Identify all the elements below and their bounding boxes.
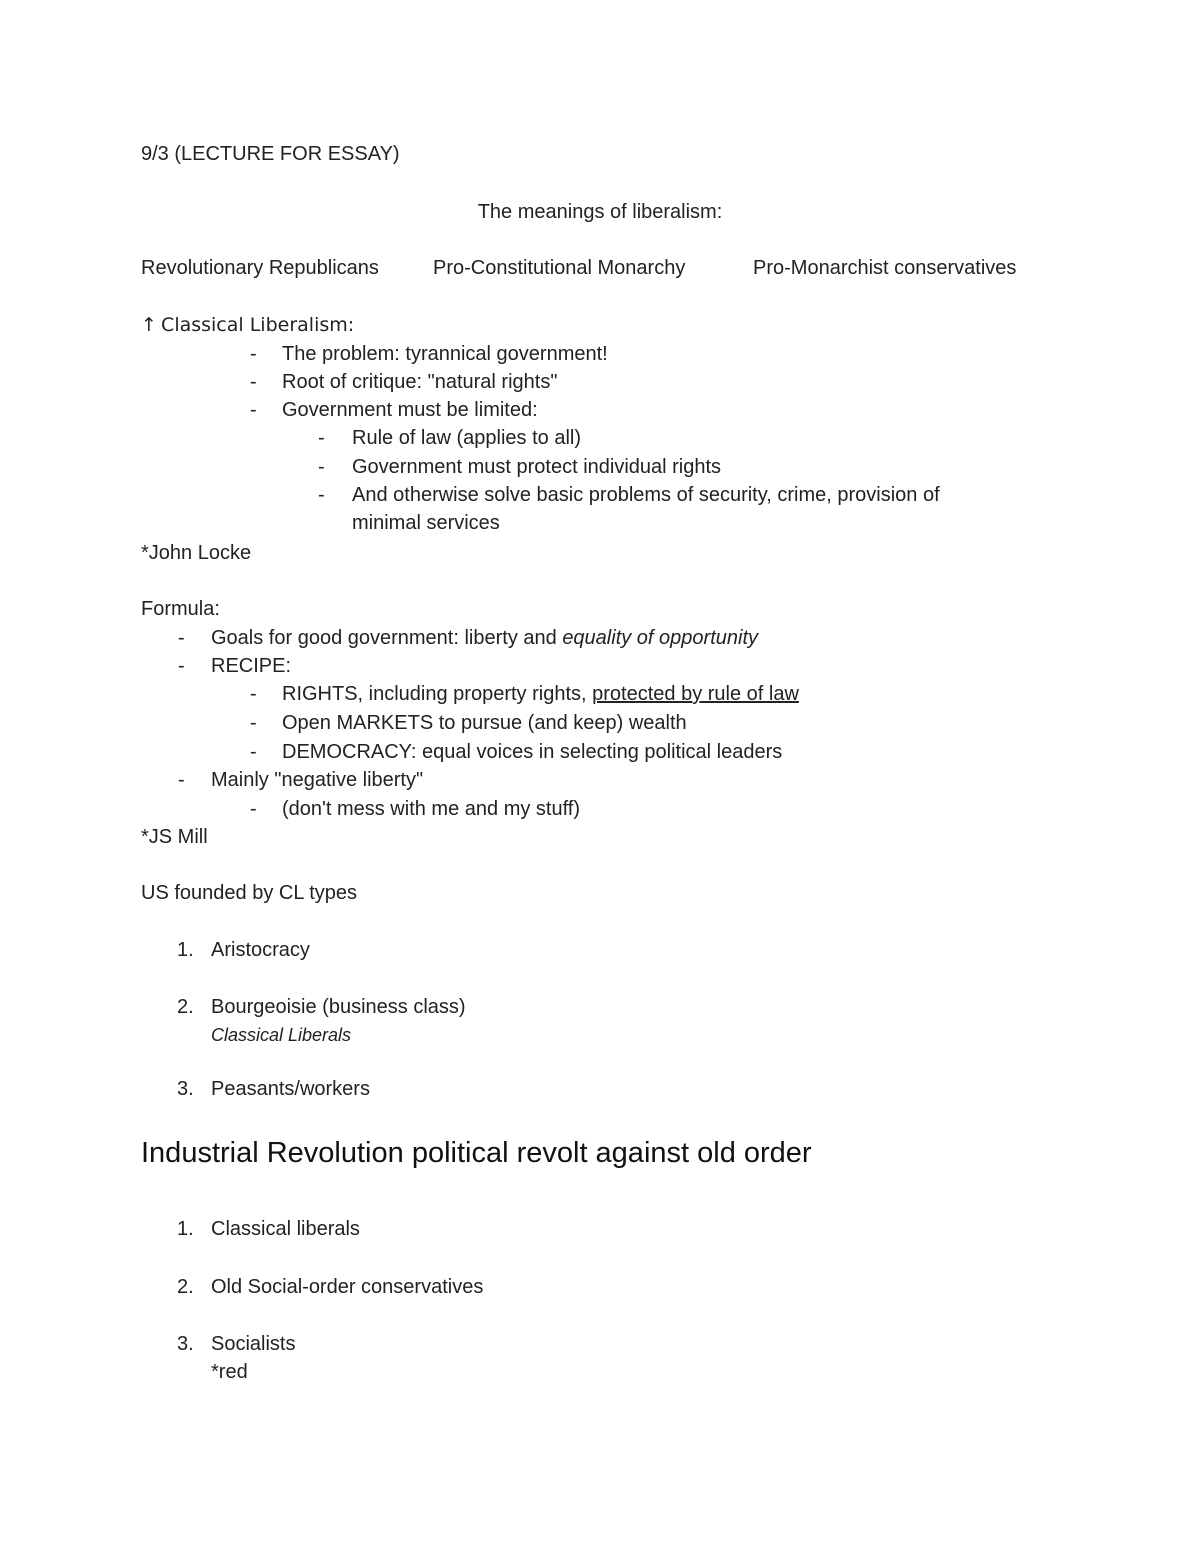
list-item: Old Social-order conservatives — [211, 1276, 484, 1298]
bullet-dash: - — [178, 769, 185, 791]
list-number: 3. — [177, 1333, 194, 1355]
bullet-dash: - — [318, 456, 325, 478]
bullet-dash: - — [250, 741, 257, 763]
formula-recipe: RECIPE: — [211, 655, 292, 677]
formula-goals — [211, 626, 758, 650]
meanings-column-1: Revolutionary Republicans — [141, 257, 379, 279]
bullet-dash: - — [250, 683, 257, 705]
classical-item-3: Government must be limited: — [282, 399, 538, 421]
bullet-dash: - — [250, 798, 257, 820]
bullet-dash: - — [318, 427, 325, 449]
list-item-sub: Classical Liberals — [211, 1025, 352, 1045]
list-number: 2. — [177, 1276, 194, 1298]
formula-heading: Formula: — [141, 598, 220, 620]
bullet-dash: - — [250, 399, 257, 421]
us-founded-heading: US founded by CL types — [141, 882, 358, 904]
list-number: 2. — [177, 996, 194, 1018]
formula-democracy: DEMOCRACY: equal voices in selecting political leaders — [282, 741, 783, 763]
formula-markets: Open MARKETS to pursue (and keep) wealth — [282, 712, 687, 734]
page-title: 9/3 (LECTURE FOR ESSAY) — [141, 143, 400, 165]
list-item: Peasants/workers — [211, 1078, 370, 1100]
classical-item-1: The problem: tyrannical government! — [282, 343, 608, 365]
bullet-dash: - — [250, 343, 257, 365]
classical-subitem-3: And otherwise solve basic problems of security, crime, provision of — [352, 484, 940, 506]
list-item: Socialists — [211, 1333, 296, 1355]
classical-heading: Classical Liberalism: — [161, 314, 355, 336]
list-item-sub: *red — [211, 1361, 248, 1383]
classical-subitem-3-continued: minimal services — [352, 512, 500, 534]
bullet-dash: - — [318, 484, 325, 506]
list-item: Aristocracy — [211, 939, 310, 961]
list-number: 1. — [177, 939, 194, 961]
formula-rights-text: RIGHTS, including property rights, — [282, 683, 593, 705]
formula-goals-italic: equality of opportunity — [562, 627, 758, 649]
section-heading: Industrial Revolution political revolt against old order — [141, 1137, 812, 1169]
bullet-dash: - — [178, 655, 185, 677]
classical-heading-line — [141, 313, 354, 337]
classical-subitem-2: Government must protect individual rights — [352, 456, 722, 478]
classical-subitem-1: Rule of law (applies to all) — [352, 427, 581, 449]
formula-mess: (don't mess with me and my stuff) — [282, 798, 580, 820]
list-item: Bourgeoisie (business class) — [211, 996, 466, 1018]
list-number: 3. — [177, 1078, 194, 1100]
bullet-dash: - — [250, 371, 257, 393]
bullet-dash: - — [250, 712, 257, 734]
meanings-column-3: Pro-Monarchist conservatives — [753, 257, 1017, 279]
formula-rights-underlined: protected by rule of law — [592, 683, 799, 705]
bullet-dash: - — [178, 627, 185, 649]
list-item: Classical liberals — [211, 1218, 360, 1240]
note-js-mill: *JS Mill — [141, 826, 208, 848]
meanings-title: The meanings of liberalism: — [477, 201, 723, 223]
note-john-locke: *John Locke — [141, 542, 252, 564]
list-number: 1. — [177, 1218, 194, 1240]
classical-item-2: Root of critique: "natural rights" — [282, 371, 558, 393]
formula-negative-liberty: Mainly "negative liberty" — [211, 769, 424, 791]
formula-rights — [282, 682, 799, 706]
formula-goals-text: Goals for good government: liberty and — [211, 627, 563, 649]
up-arrow-icon: ↑ — [141, 314, 157, 336]
meanings-column-2: Pro-Constitutional Monarchy — [433, 257, 686, 279]
